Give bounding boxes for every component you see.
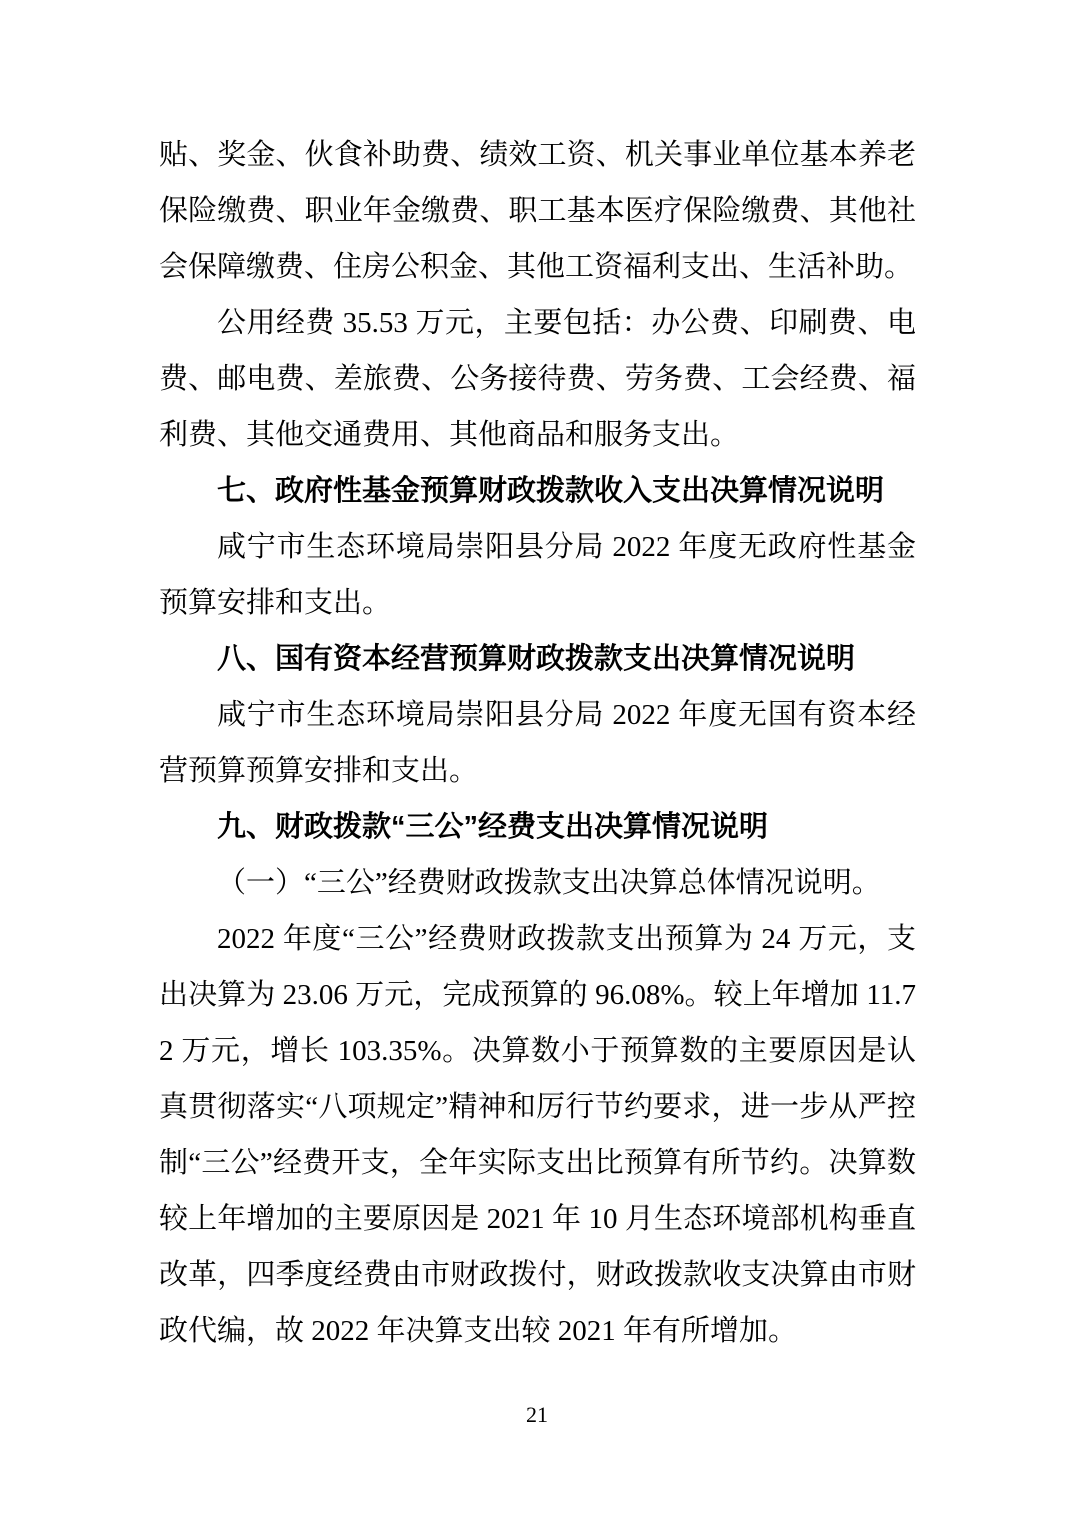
paragraph: 公用经费 35.53 万元，主要包括：办公费、印刷费、电费、邮电费、差旅费、公务接待费、劳务费、工会经费、福利费、其他交通费用、其他商品和服务支出。 bbox=[159, 307, 916, 451]
paragraph: 咸宁市生态环境局崇阳县分局 2022 年度无政府性基金预算安排和支出。 bbox=[159, 531, 916, 619]
paragraph: 咸宁市生态环境局崇阳县分局 2022 年度无国有资本经营预算预算安排和支出。 bbox=[159, 699, 916, 787]
paragraph: 贴、奖金、伙食补助费、绩效工资、机关事业单位基本养老保险缴费、职业年金缴费、职工基本医疗保险缴费、其他社会保障缴费、住房公积金、其他工资福利支出、生活补助。 bbox=[159, 139, 916, 283]
page-number: 21 bbox=[526, 1402, 548, 1427]
section-heading: 七、政府性基金预算财政拨款收入支出决算情况说明 bbox=[217, 475, 885, 507]
section-heading: 九、财政拨款“三公”经费支出决算情况说明 bbox=[217, 811, 769, 843]
document-body bbox=[159, 127, 916, 1359]
section-heading: 八、国有资本经营预算财政拨款支出决算情况说明 bbox=[217, 643, 856, 675]
paragraph: 2022 年度“三公”经费财政拨款支出预算为 24 万元，支出决算为 23.06 万元，完成预算的 96.08%。较上年增加 11.72 万元，增长 103.35%。决算数小于预算数的主要原因是认真贯彻落实“八项规定”精神和厉行节约要求，进一步从严控制“三公”经费开支，全年实际支出比预算有所节约。决算数较上年增加的主要原因是 2021 年 10 月生态环境部机构垂直改革，四季度经费由市财政拨付，财政拨款收支决算由市财政代编，故 2022 年决算支出较 2021 年有所增加。 bbox=[159, 923, 916, 1347]
paragraph: （一）“三公”经费财政拨款支出决算总体情况说明。 bbox=[217, 867, 881, 899]
